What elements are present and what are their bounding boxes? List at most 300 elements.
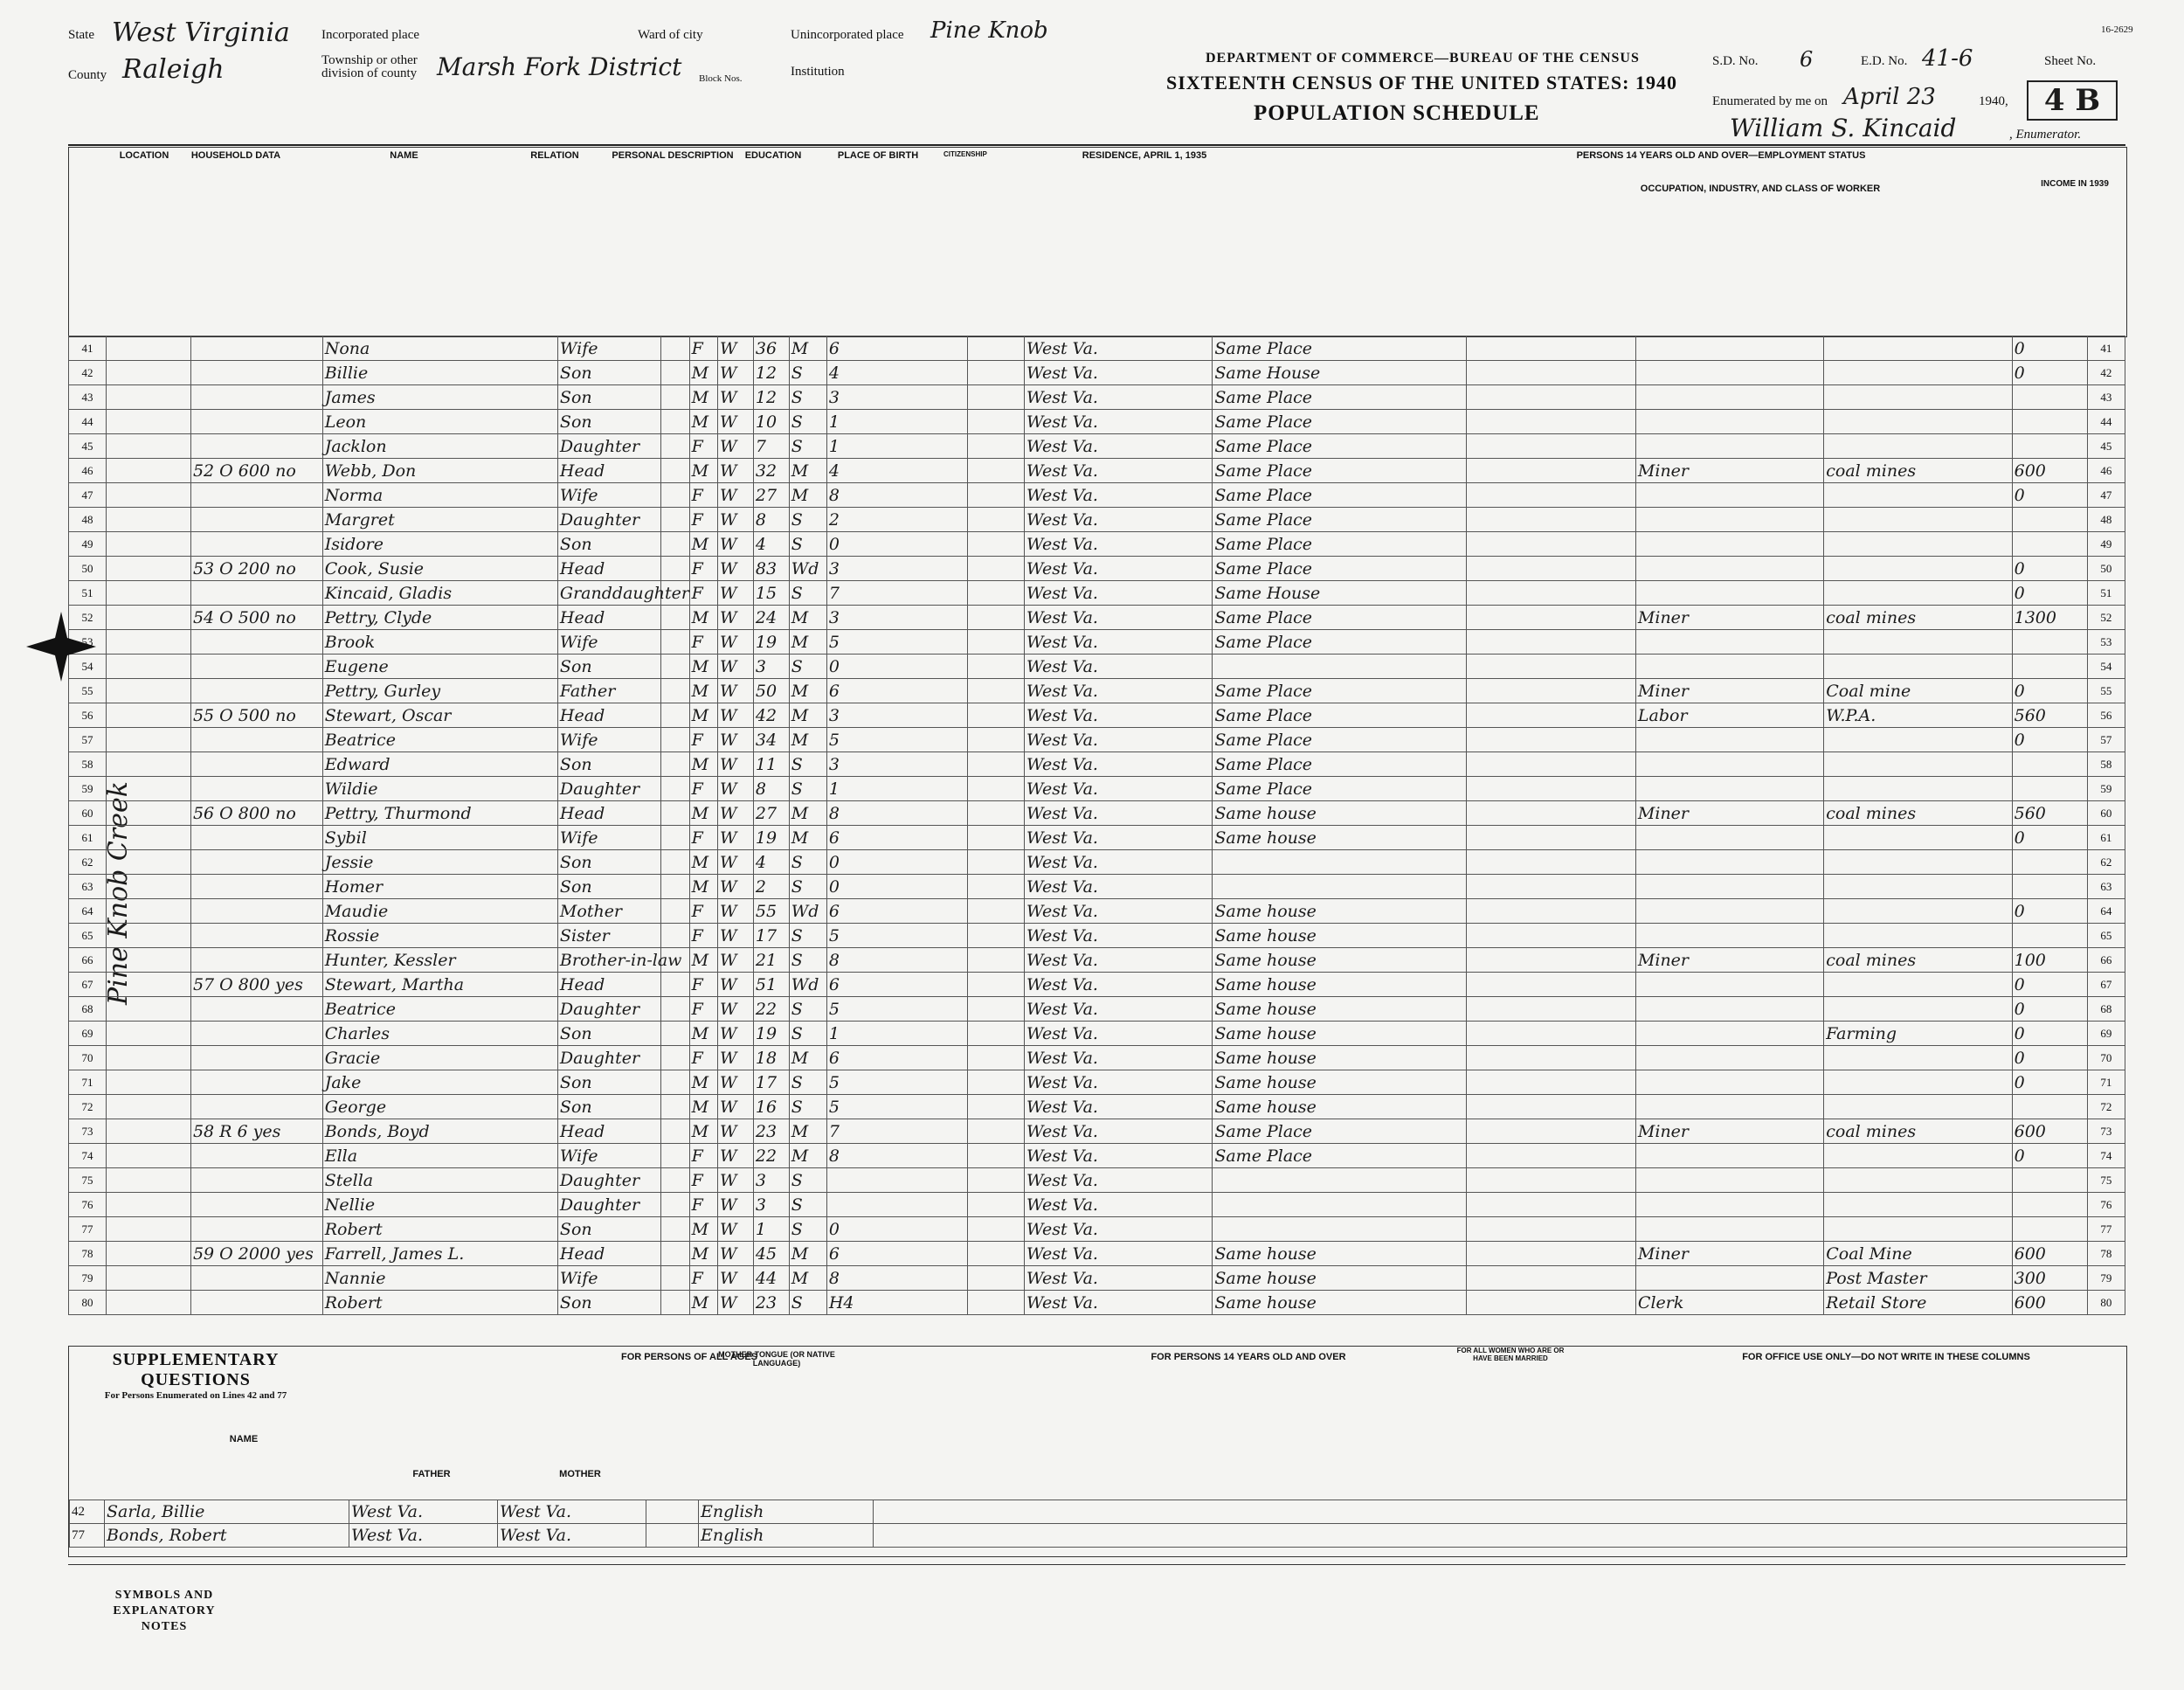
line-number: 50 <box>69 557 107 581</box>
supplementary-table <box>69 1500 2127 1548</box>
race: W <box>717 703 753 728</box>
marital-status: S <box>789 1291 826 1315</box>
marital-status: M <box>789 1046 826 1070</box>
year-label: 1940, <box>1979 94 2008 108</box>
industry: coal mines <box>1824 1119 2012 1144</box>
grade: 8 <box>826 801 968 826</box>
wages: 0 <box>2012 997 2087 1022</box>
sheet-label: Sheet No. <box>2044 54 2097 68</box>
line-number-right: 79 <box>2087 1266 2125 1291</box>
age: 44 <box>753 1266 789 1291</box>
wages: 0 <box>2012 973 2087 997</box>
household-data: 57 O 800 yes <box>190 973 322 997</box>
grade: 5 <box>826 1070 968 1095</box>
age: 22 <box>753 1144 789 1168</box>
table-row <box>69 1070 2125 1095</box>
residence-1935: Same house <box>1213 948 1467 973</box>
line-number-right: 64 <box>2087 899 2125 924</box>
occupation <box>1635 1217 1823 1242</box>
person-name: Rossie <box>322 924 557 948</box>
code-b <box>968 1168 1025 1193</box>
occupation <box>1635 1070 1823 1095</box>
birthplace: West Va. <box>1024 1193 1212 1217</box>
sex: M <box>689 801 717 826</box>
wages <box>2012 434 2087 459</box>
head-personal: PERSONAL DESCRIPTION <box>612 150 734 161</box>
table-row <box>69 581 2125 606</box>
age: 27 <box>753 801 789 826</box>
wages: 0 <box>2012 1144 2087 1168</box>
occupation: Clerk <box>1635 1291 1823 1315</box>
symbols-heading: SYMBOLS AND EXPLANATORY NOTES <box>113 1589 216 1633</box>
supp-women: FOR ALL WOMEN WHO ARE OR HAVE BEEN MARRIED <box>1456 1347 1565 1362</box>
table-row <box>69 826 2125 850</box>
sd-label: S.D. No. <box>1712 54 1759 68</box>
line-number: 80 <box>69 1291 107 1315</box>
residence-1935: Same house <box>1213 1022 1467 1046</box>
line-number-right: 48 <box>2087 508 2125 532</box>
birthplace: West Va. <box>1024 410 1212 434</box>
residence-1935: Same Place <box>1213 483 1467 508</box>
occupation: Miner <box>1635 1242 1823 1266</box>
line-number: 75 <box>69 1168 107 1193</box>
occupation <box>1635 777 1823 801</box>
grade: 5 <box>826 630 968 655</box>
household-data <box>190 777 322 801</box>
birthplace: West Va. <box>1024 630 1212 655</box>
relation: Daughter <box>557 777 660 801</box>
industry <box>1824 1144 2012 1168</box>
wages <box>2012 924 2087 948</box>
household-data: 56 O 800 no <box>190 801 322 826</box>
code-a <box>661 875 689 899</box>
table-row <box>69 1119 2125 1144</box>
ed-value: 41-6 <box>1922 45 1973 72</box>
relation: Daughter <box>557 1168 660 1193</box>
table-row <box>69 752 2125 777</box>
person-name: Robert <box>322 1291 557 1315</box>
supp-mother-tongue: English <box>699 1500 874 1524</box>
birthplace: West Va. <box>1024 1022 1212 1046</box>
occupation <box>1635 336 1823 361</box>
race: W <box>717 924 753 948</box>
person-name: Farrell, James L. <box>322 1242 557 1266</box>
occupation: Miner <box>1635 679 1823 703</box>
birthplace: West Va. <box>1024 1291 1212 1315</box>
line-number-right: 66 <box>2087 948 2125 973</box>
person-name: Beatrice <box>322 728 557 752</box>
sex: M <box>689 655 717 679</box>
person-name: Jake <box>322 1070 557 1095</box>
household-data <box>190 875 322 899</box>
location-cell <box>107 1022 191 1046</box>
line-number-right: 80 <box>2087 1291 2125 1315</box>
wages: 300 <box>2012 1266 2087 1291</box>
sex: M <box>689 1095 717 1119</box>
relation: Wife <box>557 1266 660 1291</box>
wages <box>2012 875 2087 899</box>
sex: M <box>689 410 717 434</box>
industry: Farming <box>1824 1022 2012 1046</box>
supp-name: Bonds, Robert <box>105 1524 349 1548</box>
race: W <box>717 532 753 557</box>
code-a <box>661 1242 689 1266</box>
wages: 0 <box>2012 336 2087 361</box>
code-b <box>968 1144 1025 1168</box>
relation: Son <box>557 875 660 899</box>
code-b <box>968 1070 1025 1095</box>
industry: Post Master <box>1824 1266 2012 1291</box>
age: 7 <box>753 434 789 459</box>
grade: 6 <box>826 679 968 703</box>
grade: 3 <box>826 606 968 630</box>
wages <box>2012 1193 2087 1217</box>
occupation <box>1635 434 1823 459</box>
table-row <box>69 532 2125 557</box>
age: 45 <box>753 1242 789 1266</box>
race: W <box>717 1193 753 1217</box>
occupation: Miner <box>1635 1119 1823 1144</box>
grade: 0 <box>826 1217 968 1242</box>
person-name: Leon <box>322 410 557 434</box>
census-title: SIXTEENTH CENSUS OF THE UNITED STATES: 1940 <box>1166 72 1677 94</box>
marital-status: M <box>789 1242 826 1266</box>
employment-status <box>1467 850 1636 875</box>
line-number: 66 <box>69 948 107 973</box>
age: 3 <box>753 1193 789 1217</box>
location-cell <box>107 532 191 557</box>
location-cell <box>107 581 191 606</box>
table-row <box>69 850 2125 875</box>
line-number-right: 58 <box>2087 752 2125 777</box>
department-title: DEPARTMENT OF COMMERCE—BUREAU OF THE CENSUS <box>1206 51 1640 66</box>
grade: 6 <box>826 1046 968 1070</box>
household-data <box>190 1217 322 1242</box>
birthplace: West Va. <box>1024 385 1212 410</box>
wages: 100 <box>2012 948 2087 973</box>
wages <box>2012 532 2087 557</box>
marital-status: M <box>789 483 826 508</box>
person-name: Maudie <box>322 899 557 924</box>
location-cell <box>107 875 191 899</box>
code-a <box>661 1070 689 1095</box>
industry: W.P.A. <box>1824 703 2012 728</box>
industry: coal mines <box>1824 459 2012 483</box>
birthplace: West Va. <box>1024 1046 1212 1070</box>
age: 3 <box>753 655 789 679</box>
line-number: 70 <box>69 1046 107 1070</box>
state-value: West Virginia <box>112 17 290 48</box>
residence-1935: Same Place <box>1213 679 1467 703</box>
industry <box>1824 508 2012 532</box>
code-a <box>661 997 689 1022</box>
line-number-right: 60 <box>2087 801 2125 826</box>
relation: Daughter <box>557 997 660 1022</box>
table-row <box>69 1242 2125 1266</box>
occupation <box>1635 1022 1823 1046</box>
race: W <box>717 1217 753 1242</box>
race: W <box>717 1022 753 1046</box>
person-name: Pettry, Clyde <box>322 606 557 630</box>
table-row <box>69 1168 2125 1193</box>
code-b <box>968 703 1025 728</box>
race: W <box>717 434 753 459</box>
code-a <box>661 826 689 850</box>
unincorporated-label: Unincorporated place <box>791 28 904 42</box>
sex: F <box>689 899 717 924</box>
code-b <box>968 434 1025 459</box>
person-name: Billie <box>322 361 557 385</box>
occupation: Labor <box>1635 703 1823 728</box>
code-b <box>968 1046 1025 1070</box>
supp-father-head: FATHER <box>412 1469 451 1479</box>
sex: F <box>689 508 717 532</box>
employment-status <box>1467 875 1636 899</box>
household-data <box>190 1144 322 1168</box>
supp-line: 42 <box>70 1500 105 1524</box>
person-name: George <box>322 1095 557 1119</box>
supp-mother-tongue: English <box>699 1524 874 1548</box>
incorporated-label: Incorporated place <box>321 28 420 42</box>
employment-status <box>1467 679 1636 703</box>
grade: 5 <box>826 728 968 752</box>
household-data <box>190 581 322 606</box>
residence-1935 <box>1213 1217 1467 1242</box>
race: W <box>717 1144 753 1168</box>
employment-status <box>1467 434 1636 459</box>
birthplace: West Va. <box>1024 1144 1212 1168</box>
marital-status: Wd <box>789 557 826 581</box>
line-number-right: 43 <box>2087 385 2125 410</box>
wages: 0 <box>2012 1046 2087 1070</box>
head-income: INCOME IN 1939 <box>2041 179 2109 189</box>
household-data <box>190 752 322 777</box>
race: W <box>717 1095 753 1119</box>
location-cell <box>107 655 191 679</box>
grade: 5 <box>826 997 968 1022</box>
relation: Son <box>557 1070 660 1095</box>
relation: Son <box>557 850 660 875</box>
sex: M <box>689 850 717 875</box>
household-data: 54 O 500 no <box>190 606 322 630</box>
line-number-right: 41 <box>2087 336 2125 361</box>
residence-1935: Same Place <box>1213 557 1467 581</box>
birthplace: West Va. <box>1024 875 1212 899</box>
code-a <box>661 606 689 630</box>
wages: 0 <box>2012 1022 2087 1046</box>
employment-status <box>1467 1193 1636 1217</box>
grade: 0 <box>826 532 968 557</box>
race: W <box>717 1119 753 1144</box>
race: W <box>717 508 753 532</box>
household-data <box>190 1266 322 1291</box>
supp-mother-birthplace: West Va. <box>498 1524 646 1548</box>
supp-row <box>70 1524 2127 1548</box>
sex: F <box>689 336 717 361</box>
location-cell <box>107 1046 191 1070</box>
person-name: Isidore <box>322 532 557 557</box>
code-b <box>968 948 1025 973</box>
age: 21 <box>753 948 789 973</box>
location-cell <box>107 850 191 875</box>
grade: 6 <box>826 826 968 850</box>
age: 12 <box>753 361 789 385</box>
occupation <box>1635 875 1823 899</box>
location-cell <box>107 948 191 973</box>
age: 17 <box>753 1070 789 1095</box>
sex: M <box>689 361 717 385</box>
grade: 8 <box>826 1144 968 1168</box>
grade: 6 <box>826 899 968 924</box>
head-location: LOCATION <box>119 150 169 161</box>
industry <box>1824 728 2012 752</box>
occupation <box>1635 728 1823 752</box>
household-data <box>190 1022 322 1046</box>
code-a <box>661 1046 689 1070</box>
line-number: 62 <box>69 850 107 875</box>
code-a <box>661 679 689 703</box>
code-a <box>661 899 689 924</box>
township-label: Township or other division of county <box>321 53 418 80</box>
sex: M <box>689 1022 717 1046</box>
person-name: Sybil <box>322 826 557 850</box>
grade: 7 <box>826 1119 968 1144</box>
head-relation: RELATION <box>530 150 579 161</box>
location-cell <box>107 1266 191 1291</box>
employment-status <box>1467 385 1636 410</box>
wages: 0 <box>2012 1070 2087 1095</box>
location-cell <box>107 899 191 924</box>
grade <box>826 1168 968 1193</box>
line-number: 61 <box>69 826 107 850</box>
code-b <box>968 875 1025 899</box>
header-rule <box>68 144 2125 146</box>
sex: M <box>689 948 717 973</box>
marital-status: S <box>789 997 826 1022</box>
age: 12 <box>753 385 789 410</box>
head-occupation: OCCUPATION, INDUSTRY, AND CLASS OF WORKER <box>1640 184 1881 194</box>
code-b <box>968 508 1025 532</box>
sheet-box <box>2027 80 2118 121</box>
industry <box>1824 385 2012 410</box>
line-number-right: 70 <box>2087 1046 2125 1070</box>
age: 22 <box>753 997 789 1022</box>
location-cell <box>107 777 191 801</box>
state-label: State <box>68 28 94 42</box>
occupation <box>1635 532 1823 557</box>
code-a <box>661 336 689 361</box>
table-row <box>69 948 2125 973</box>
code-a <box>661 630 689 655</box>
wages <box>2012 1217 2087 1242</box>
grade: H4 <box>826 1291 968 1315</box>
occupation: Miner <box>1635 801 1823 826</box>
supp-row <box>70 1500 2127 1524</box>
residence-1935: Same Place <box>1213 508 1467 532</box>
grade: 6 <box>826 973 968 997</box>
race: W <box>717 1242 753 1266</box>
occupation <box>1635 508 1823 532</box>
relation: Head <box>557 557 660 581</box>
code-b <box>968 361 1025 385</box>
location-cell <box>107 924 191 948</box>
supp-rest <box>874 1524 2127 1548</box>
sex: F <box>689 924 717 948</box>
age: 17 <box>753 924 789 948</box>
enumerator-name: William S. Kincaid <box>1730 114 1957 142</box>
grade: 1 <box>826 410 968 434</box>
table-row <box>69 1095 2125 1119</box>
line-number: 51 <box>69 581 107 606</box>
residence-1935: Same house <box>1213 1095 1467 1119</box>
code-b <box>968 1266 1025 1291</box>
race: W <box>717 997 753 1022</box>
table-row <box>69 1291 2125 1315</box>
table-row <box>69 1217 2125 1242</box>
birthplace: West Va. <box>1024 948 1212 973</box>
residence-1935: Same house <box>1213 1046 1467 1070</box>
line-number: 63 <box>69 875 107 899</box>
table-row <box>69 679 2125 703</box>
employment-status <box>1467 630 1636 655</box>
code-b <box>968 924 1025 948</box>
employment-status <box>1467 581 1636 606</box>
occupation: Miner <box>1635 948 1823 973</box>
person-name: Nellie <box>322 1193 557 1217</box>
location-cell <box>107 801 191 826</box>
marital-status: S <box>789 850 826 875</box>
age: 4 <box>753 532 789 557</box>
line-number-right: 78 <box>2087 1242 2125 1266</box>
line-number-right: 49 <box>2087 532 2125 557</box>
location-cell <box>107 1144 191 1168</box>
race: W <box>717 1168 753 1193</box>
table-row <box>69 703 2125 728</box>
employment-status <box>1467 606 1636 630</box>
marital-status: M <box>789 1144 826 1168</box>
marital-status: S <box>789 581 826 606</box>
race: W <box>717 361 753 385</box>
residence-1935: Same Place <box>1213 752 1467 777</box>
relation: Wife <box>557 1144 660 1168</box>
line-number-right: 67 <box>2087 973 2125 997</box>
wages: 0 <box>2012 899 2087 924</box>
line-number: 77 <box>69 1217 107 1242</box>
line-number-right: 71 <box>2087 1070 2125 1095</box>
race: W <box>717 630 753 655</box>
code-b <box>968 557 1025 581</box>
code-a <box>661 361 689 385</box>
industry <box>1824 581 2012 606</box>
race: W <box>717 483 753 508</box>
line-number-right: 59 <box>2087 777 2125 801</box>
birthplace: West Va. <box>1024 850 1212 875</box>
code-b <box>968 1022 1025 1046</box>
table-row <box>69 1193 2125 1217</box>
line-number: 57 <box>69 728 107 752</box>
household-data <box>190 1070 322 1095</box>
birthplace: West Va. <box>1024 826 1212 850</box>
star-mark-icon <box>26 612 96 682</box>
wages: 0 <box>2012 361 2087 385</box>
supp-code <box>646 1500 699 1524</box>
sex: M <box>689 1070 717 1095</box>
marital-status: S <box>789 410 826 434</box>
residence-1935: Same House <box>1213 581 1467 606</box>
ed-label: E.D. No. <box>1861 54 1908 68</box>
household-data <box>190 655 322 679</box>
line-number-right: 53 <box>2087 630 2125 655</box>
